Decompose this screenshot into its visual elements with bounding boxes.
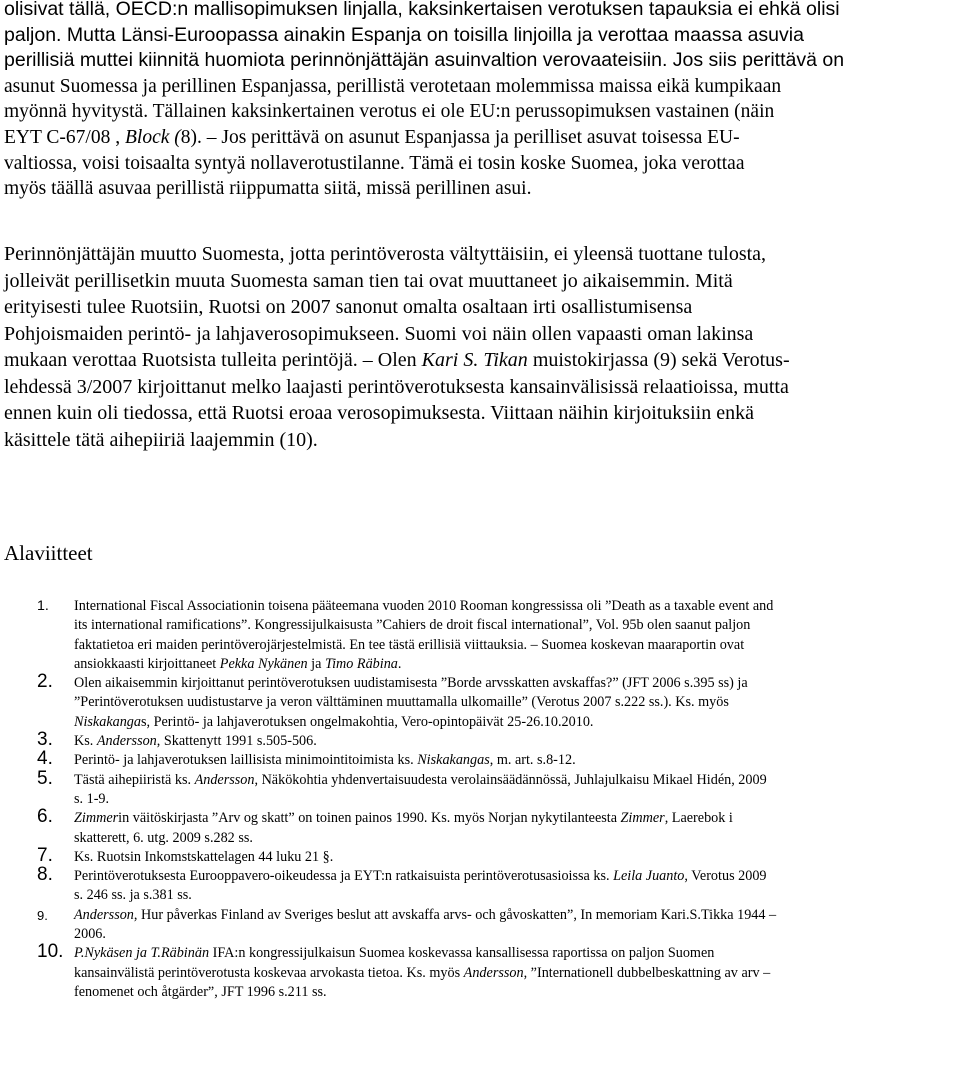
text-line [4, 176, 956, 202]
footnote-number: 7. [37, 844, 53, 866]
text-line [74, 983, 960, 1002]
text-line [4, 0, 956, 23]
text-run: EYT C-67/08 , [4, 126, 125, 148]
text-line [74, 848, 960, 867]
footnotes-heading: Alaviitteet [4, 541, 93, 565]
text-line [4, 99, 956, 125]
text-run: valtiossa, voisi toisaalta syntyä nollaverotustilanne. Tämä ei tosin koske Suomea, joka verottaa [4, 152, 745, 174]
text-run: olisivat tällä, OECD:n mallisopimuksen linjalla, kaksinkertaisen verotuksen tapauksia ei ehkä olisi [4, 0, 840, 20]
author-name-italic: Pekka Nykänen [219, 655, 308, 672]
text-run: s. 246 ss. ja s.381 ss. [74, 887, 192, 904]
text-line [74, 964, 960, 983]
footnote-item [0, 767, 960, 810]
text-run: IFA:n kongressijulkaisun Suomea koskevassa kansallisessa raportissa on paljon Suomen [209, 945, 715, 962]
text-run: Perintö- ja lahjaverotuksen laillisista minimointitoimista ks. [74, 752, 418, 769]
author-name-italic: Leila Juanto [613, 868, 685, 885]
footnote-number: 10. [37, 941, 64, 963]
text-line [4, 374, 956, 401]
text-run: s, Perintö- ja lahjaverotuksen ongelmakohtia, Vero-opintopäivät 25-26.10.2010. [141, 713, 594, 730]
text-run: mukaan verottaa Ruotsista tulleita perintöjä. – Olen [4, 349, 422, 371]
footnote-text [74, 906, 960, 945]
text-run: myönnä hyvitystä. Tällainen kaksinkertainen verotus ei ole EU:n perussopimuksen vastainen (näin [4, 101, 775, 123]
text-run: . [397, 655, 402, 672]
footnote-item [0, 748, 960, 770]
text-line [74, 886, 960, 905]
text-run: ”Perintöverotuksen uudistustarve ja veron välttäminen muuttamalla ulkomaille” (Verotus 2007 s.222 ss.). Ks. myös [74, 694, 729, 711]
text-run: , m. art. s.8-12. [489, 752, 576, 769]
footnote-item [0, 671, 960, 732]
text-run: muistokirjassa (9) sekä Verotus- [527, 349, 790, 371]
author-name-italic: Zimmer [74, 810, 119, 827]
text-line [4, 48, 956, 74]
text-line [74, 693, 960, 712]
footnote-item [0, 864, 960, 906]
author-name-italic: Andersson [96, 733, 157, 750]
text-run: paljon. Mutta Länsi-Euroopassa ainakin Espanja on toisilla linjoilla ja verottaa maassa asuvia [4, 23, 804, 46]
text-run: , Skattenytt 1991 s.505-506. [156, 733, 317, 750]
text-line [74, 790, 960, 809]
text-line [4, 294, 956, 321]
author-name-italic: Zimmer [620, 810, 665, 827]
footnote-number: 3. [37, 729, 53, 751]
body-paragraph-2 [4, 241, 956, 453]
footnote-text [74, 867, 960, 906]
text-run: perillisiä muttei kiinnitä huomiota perinnönjättäjän asuinvaltion verovaateisiin. Jos siis perittävä on [4, 49, 845, 72]
footnote-number: 4. [37, 748, 53, 770]
author-name-italic: Andersson [194, 771, 255, 788]
author-name-italic: P.Nykäsen ja T.Räbinän [74, 945, 210, 962]
text-run: myös täällä asuvaa perillistä riippumatta siitä, missä perillinen asui. [4, 178, 532, 200]
text-line [74, 674, 960, 693]
text-line [4, 74, 956, 100]
text-line [74, 906, 960, 925]
text-run: Perintöverotuksesta Eurooppavero-oikeudessa ja EYT:n ratkaisuista perintöverotusasioissa ks. [74, 868, 614, 885]
author-name-italic: Niskakangas [417, 752, 490, 769]
text-line [74, 636, 960, 655]
body-paragraph-1 [4, 0, 956, 202]
text-line [74, 771, 960, 790]
text-line [74, 655, 960, 674]
text-line [74, 867, 960, 886]
text-run: ja [307, 655, 325, 672]
text-run: asunut Suomessa ja perillinen Espanjassa, perillistä verotetaan molemmissa maissa eikä kumpikaan [4, 75, 782, 97]
text-run: Olen aikaisemmin kirjoittanut perintöverotuksen uudistamisesta ”Borde arvsskatten avskaffas?” (JFT 2006 s.395 ss) ja [74, 675, 748, 692]
text-run: International Fiscal Associationin toisena pääteemana vuoden 2010 Rooman kongressissa oli ”Death as a taxable event and [74, 598, 774, 614]
text-run: ennen kuin oli tiedossa, että Ruotsi eroaa verosopimuksesta. Viittaan näihin kirjoituksiin enkä [4, 402, 754, 424]
text-run: , Hur påverkas Finland av Sveriges beslut att avskaffa arvs- och gåvoskatten”, In memoriam Kari.S.Tikka 1944 – [133, 906, 777, 923]
text-line [4, 400, 956, 427]
footnote-number: 5. [37, 767, 53, 789]
text-run: lehdessä 3/2007 kirjoittanut melko laajasti perintöverotuksesta kansainvälisissä relaatioissa, mutta [4, 375, 789, 398]
footnote-number: 1. [37, 598, 49, 614]
text-run: erityisesti tulee Ruotsiin, Ruotsi on 2007 sanonut omalta osaltaan irti osallistumisensa [4, 296, 693, 318]
text-run: Perinnönjättäjän muutto Suomesta, jotta perintöverosta vältyttäisiin, ei yleensä tuottane tulosta, [4, 243, 767, 265]
author-name-italic: Kari S. Tikan [421, 349, 528, 371]
author-name-italic: Andersson [463, 964, 524, 981]
footnote-item [0, 597, 960, 674]
text-line [4, 151, 956, 177]
text-run: faktatietoa eri maiden perintöverojärjestelmistä. En tee tästä erillisiä viittauksia. – Suomea koskevan maaraportin ovat [74, 636, 745, 653]
text-line [74, 944, 960, 963]
text-line [74, 925, 960, 944]
footnote-item [0, 806, 960, 848]
footnote-text [74, 809, 960, 848]
footnote-text [74, 771, 960, 810]
author-name-italic: Andersson [74, 906, 134, 923]
footnotes-list [0, 597, 960, 1002]
text-line [74, 751, 960, 770]
text-run: , Näkökohtia yhdenvertaisuudesta verolainsäädännössä, Juhlajulkaisu Mikael Hidén, 2009 [254, 771, 767, 788]
footnote-text [74, 732, 960, 751]
text-line [4, 268, 956, 295]
case-name-italic: Block ( [124, 126, 181, 148]
footnote-item [0, 941, 960, 1002]
text-line [74, 616, 960, 635]
text-run: skatterett, 6. utg. 2009 s.282 ss. [74, 829, 253, 846]
text-line [4, 321, 956, 348]
footnote-item [0, 844, 960, 867]
text-run: fenomenet och åtgärder”, JFT 1996 s.211 ss. [74, 983, 327, 1000]
author-name-italic: Timo Räbina [324, 655, 398, 672]
text-line [4, 347, 956, 374]
text-run: , Laerebok i [664, 810, 733, 827]
footnote-number: 8. [37, 864, 53, 886]
text-line [74, 597, 960, 616]
text-run: 8). – Jos perittävä on asunut Espanjassa ja perilliset asuvat toisessa EU- [180, 126, 740, 148]
author-name-italic: Niskakanga [74, 713, 141, 730]
text-line [4, 23, 956, 49]
footnote-text [74, 674, 960, 732]
footnote-number: 2. [37, 671, 53, 693]
text-run: 2006. [74, 926, 106, 943]
footnote-item [0, 906, 960, 945]
text-run: in väitöskirjasta ”Arv og skatt” on toinen painos 1990. Ks. myös Norjan nykytilanteesta [118, 810, 621, 827]
text-run: Ks. Ruotsin Inkomstskattelagen 44 luku 21 §. [74, 848, 334, 865]
text-run: its international ramifications”. Kongressijulkaisusta ”Cahiers de droit fiscal international”, Vol. 95b olen saanut paljon [74, 617, 751, 634]
text-run: Pohjoismaiden perintö- ja lahjaverosopimukseen. Suomi voi näin ollen vapaasti oman lakinsa [4, 322, 754, 345]
footnote-text [74, 597, 960, 674]
text-line [74, 809, 960, 828]
text-line [4, 125, 956, 151]
footnote-number: 6. [37, 806, 53, 828]
footnote-text [74, 751, 960, 770]
text-line [4, 241, 956, 268]
text-run: kansainvälistä perintöverotusta koskevaa arvokasta tietoa. Ks. myös [74, 964, 464, 981]
text-line [4, 427, 956, 454]
text-run: Tästä aihepiiristä ks. [74, 771, 195, 788]
text-run: , Verotus 2009 [684, 868, 767, 885]
footnote-item [0, 729, 960, 751]
text-run: jolleivät perillisetkin muuta Suomesta saman tien tai ovat muuttaneet jo aikaisemmin. Mitä [4, 269, 733, 292]
text-run: , ”Internationell dubbelbeskattning av arv – [523, 964, 771, 981]
text-line [74, 713, 960, 732]
footnote-text [74, 944, 960, 1002]
text-line [74, 732, 960, 751]
text-line [74, 829, 960, 848]
text-run: käsittele tätä aihepiiriä laajemmin (10). [4, 428, 318, 451]
text-run: Ks. [74, 733, 97, 750]
footnote-text [74, 848, 960, 867]
text-run: s. 1-9. [74, 790, 110, 807]
footnote-number: 9. [37, 907, 48, 923]
text-run: ansiokkaasti kirjoittaneet [74, 655, 220, 672]
